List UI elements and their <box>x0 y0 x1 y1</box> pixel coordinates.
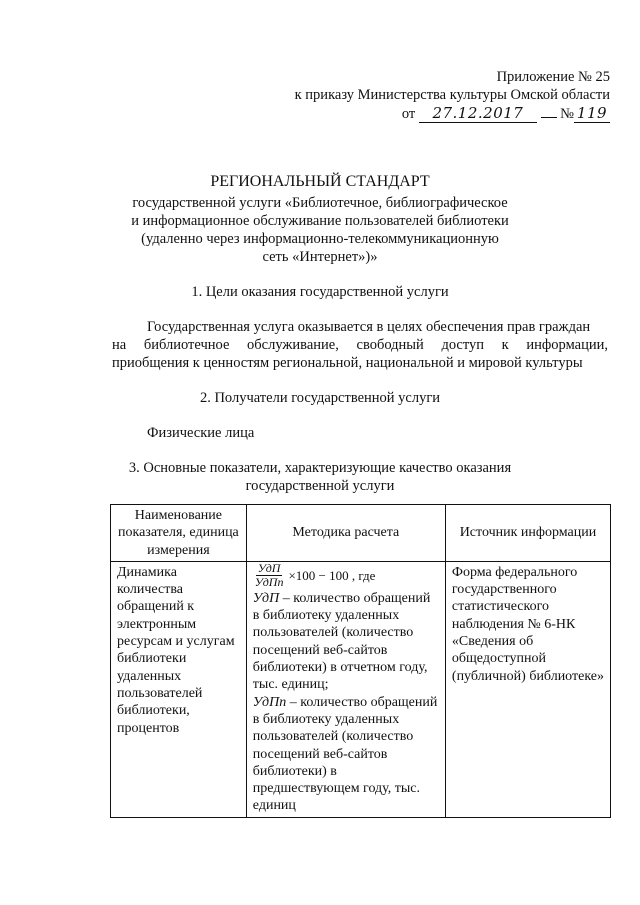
document-title: РЕГИОНАЛЬНЫЙ СТАНДАРТ <box>210 173 430 190</box>
cell-indicator: Динамика количества обращений к электронным ресурсам и услугам библиотеки удаленных пользователей библиотеки, процентов <box>111 561 247 817</box>
title-line-4: сеть «Интернет»)» <box>262 249 378 265</box>
header-method: Методика расчета <box>246 505 445 562</box>
definition-1-symbol: УдП <box>252 590 280 606</box>
section-1-para-line-1: Государственная услуга оказывается в целях обеспечения прав граждан <box>147 319 591 335</box>
section-3-heading-line-2: государственной услуги <box>245 478 395 494</box>
definition-2 <box>253 694 439 815</box>
cell-method <box>246 561 445 817</box>
header-source: Источник информации <box>445 505 610 562</box>
handwritten-number: 119 <box>574 104 610 123</box>
formula-fraction <box>253 562 286 589</box>
indicators-table <box>110 504 611 818</box>
definition-1 <box>253 590 439 694</box>
formula-rest: ×100 − 100 , где <box>288 567 376 583</box>
section-1-para-line-2: на библиотечное обслуживание, свободный доступ к информации, <box>112 337 608 353</box>
formula-denominator: УдПп <box>254 574 284 589</box>
definition-1-text: – количество обращений в библиотеку удаленных пользователей (количество посещений веб-сайтов библиотеки) в отчетном году, тыс. единиц; <box>252 590 431 693</box>
section-3-heading-line-1: 3. Основные показатели, характеризующие качество оказания <box>128 460 512 476</box>
table-row <box>111 561 611 817</box>
order-reference: к приказу Министерства культуры Омской области <box>294 87 610 103</box>
number-label: № <box>560 106 574 122</box>
formula-numerator: УдП <box>257 560 281 575</box>
calculation-formula <box>253 562 439 589</box>
section-1-para-line-3: приобщения к ценностям региональной, национальной и мировой культуры <box>112 355 583 371</box>
handwritten-date: 27.12.2017 <box>419 104 537 123</box>
section-1-heading: 1. Цели оказания государственной услуги <box>191 284 449 300</box>
definition-2-symbol: УдПп <box>252 694 287 710</box>
section-2-heading: 2. Получатели государственной услуги <box>199 390 441 406</box>
title-line-1: государственной услуги «Библиотечное, библиографическое <box>132 195 508 211</box>
title-line-2: и информационное обслуживание пользователей библиотеки <box>131 213 509 229</box>
from-label: от <box>401 106 416 122</box>
header-indicator: Наименование показателя, единица измерения <box>111 505 247 562</box>
appendix-number: Приложение № 25 <box>496 69 610 85</box>
order-date-number-line <box>402 104 610 123</box>
cell-source: Форма федерального государственного статистического наблюдения № 6-НК «Сведения об общедоступной (публичной) библиотеке» <box>445 561 610 817</box>
definition-2-text: – количество обращений в библиотеку удаленных пользователей (количество посещений веб-сайтов библиотеки) в предшествующем году, тыс. единиц <box>252 694 438 814</box>
table-header-row <box>111 505 611 562</box>
recipients-text: Физические лица <box>147 425 255 441</box>
title-line-3: (удаленно через информационно-телекоммуникационную <box>141 231 499 247</box>
